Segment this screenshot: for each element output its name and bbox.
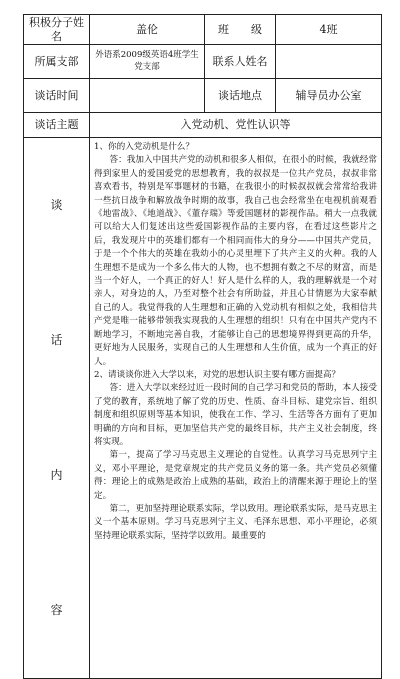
talk-record-form	[23, 14, 382, 679]
talk-content-body	[90, 138, 382, 679]
talk-time-value	[90, 79, 205, 113]
form-row-content	[24, 138, 382, 679]
answer-2-point-1: 第一，提高了学习马克思主义理论的自觉性。认真学习马克思列宁主义，邓小平理论，是党章规定的共产党员义务的第一条。共产党员必须懂得：理论上的成熟是政治上成熟的基础，政治上的清醒来源于理论上的坚定。	[94, 450, 377, 501]
form-row-branch	[24, 45, 382, 79]
branch-label: 所属支部	[24, 45, 90, 79]
talk-topic-value: 入党动机、党性认识等	[90, 113, 382, 138]
talk-content-side-label	[24, 138, 90, 679]
activist-name-value: 盖伦	[90, 15, 205, 45]
branch-value: 外语系2009级英语4班学生党支部	[90, 45, 205, 79]
class-value: 4班	[276, 15, 382, 45]
talk-place-value: 辅导员办公室	[276, 79, 382, 113]
contact-name-value	[276, 45, 382, 79]
question-2: 2、请谈谈你进入大学以来，对党的思想认识主要有哪方面提高？	[94, 369, 341, 380]
form-row-topic	[24, 113, 382, 138]
answer-2-point-2: 第二，更加坚持理论联系实际，学以致用。理论联系实际，是马克思主义一个基本原则。学习马克思列宁主义、毛泽东思想、邓小平理论，必须坚持理论联系实际，坚持学以致用。最重要的	[94, 503, 377, 541]
talk-place-label: 谈话地点	[205, 79, 276, 113]
answer-1: 答：我加入中国共产党的动机和很多人相似，在很小的时候，我就经常得到家里人的爱国爱党的思想教育，我的叔叔是一位共产党员，叔叔非常喜欢看书，特别是军事题材的书籍，在我很小的时候叔叔就会常常给我讲一些抗日战争和解放战争时期的故事，我自己也会经常坐在电视机前观看《地雷战》、《地道战》、《董存瑞》等爱国题材的影视作品。稍大一点我就可以给大人们复述出这些爱国影视作品的主要内容，在看过这些影片之后，我发现片中的英雄们都有一个相同而伟大的身分——中国共产党员，于是一个个伟大的英雄在我幼小的心灵里埋下了共产主义的火种。我的人生理想不是成为一个多么伟大的人物，也不想拥有数之不尽的财富，而是当一个好人，一个真正的好人！好人是什么样的人，我的理解就是一个对亲人，对身边的人，乃至对整个社会有所助益，并且心甘情愿为大家奉献自己的人。我觉得我的人生理想和正确的入党动机有相似之处，我相信共产党是唯一能够带领我实现我的人生理想的组织！只有在中国共产党内不断地学习，不断地完善自我，才能够让自己的思想境界得到更高的升华，更好地为人民服务，实现自己的人生理想和人生价值，成为一个真正的好人。	[94, 155, 377, 367]
class-label: 班 级	[205, 15, 276, 45]
question-1: 1、你的入党动机是什么？	[94, 142, 194, 152]
form-row-name	[24, 15, 382, 45]
talk-topic-label: 谈话主题	[24, 113, 90, 138]
form-row-time	[24, 79, 382, 113]
answer-2-intro: 答：进入大学以来经过近一段时间的自己学习和党员的帮助，本人接受了党的教育，系统地了解了党的历史、性质、奋斗目标、建党宗旨、组织制度和组织原则等基本知识，使我在工作、学习、生活等各方面有了更加明确的方向和目标，更加坚信共产党的最终目标，共产主义社会制度，终将实现。	[94, 383, 377, 447]
activist-name-label: 积极分子姓名	[24, 15, 90, 45]
side-label-char: 谈	[50, 198, 63, 212]
side-label-char: 内	[50, 468, 63, 482]
side-label-char: 容	[50, 603, 63, 617]
contact-name-label: 联系人姓名	[205, 45, 276, 79]
talk-time-label: 谈话时间	[24, 79, 90, 113]
side-label-char: 话	[50, 333, 63, 347]
